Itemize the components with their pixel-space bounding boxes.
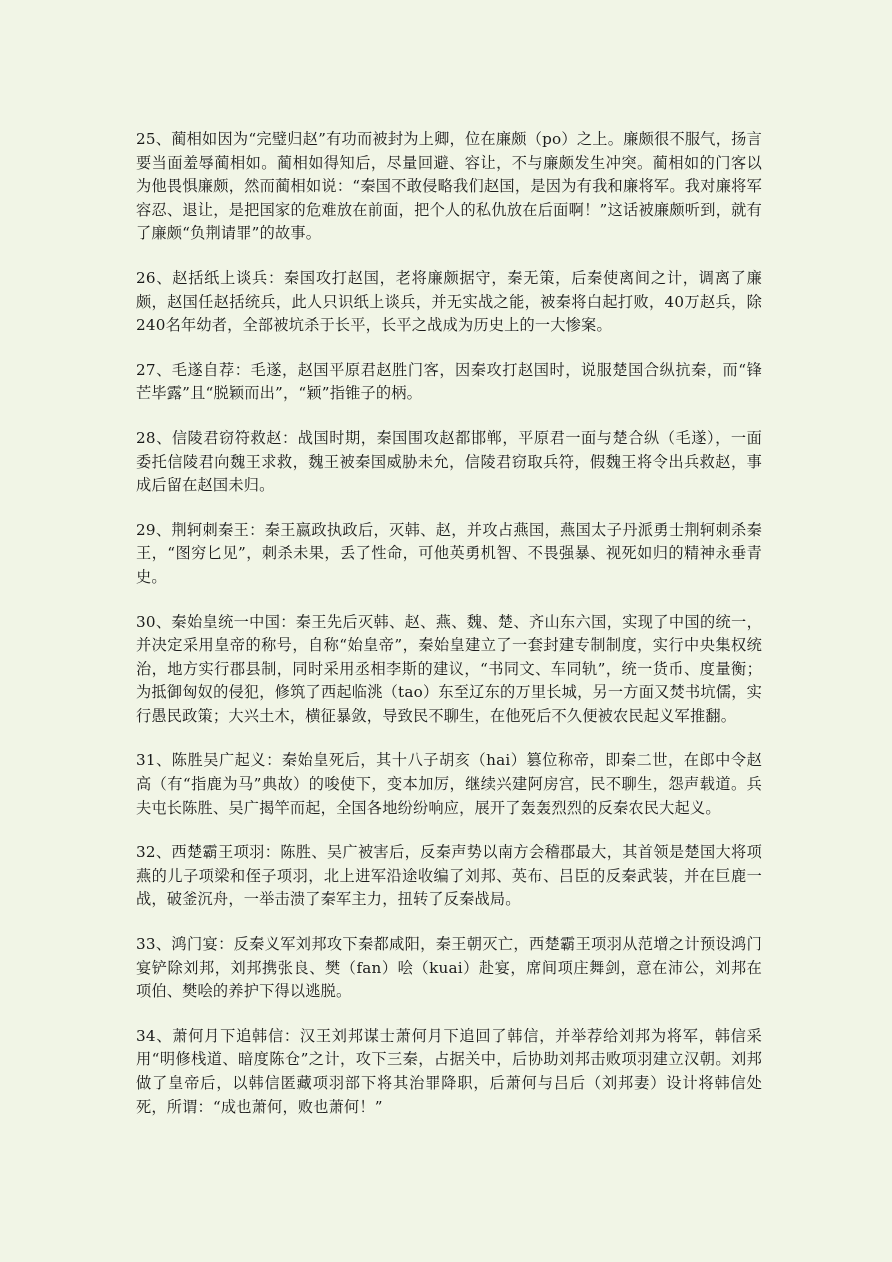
- entry-27-text: 27、毛遂自荐：毛遂，赵国平原君赵胜门客，因秦攻打赵国时，说服楚国合纵抗秦，而“锋芒毕露”且“脱颖而出”，“颖”指锥子的柄。: [136, 360, 762, 403]
- entry-29-text: 29、荆轲刺秦王：秦王嬴政执政后，灭韩、赵，并攻占燕国，燕国太子丹派勇士荆轲刺杀秦王，“图穷匕见”，刺杀未果，丢了性命，可他英勇机智、不畏强暴、视死如归的精神永垂青史。: [136, 520, 762, 586]
- entry-33-text: 33、鸿门宴：反秦义军刘邦攻下秦都咸阳，秦王朝灭亡，西楚霸王项羽从范增之计预设鸿门宴铲除刘邦，刘邦携张良、樊（fan）哙（kuai）赴宴，席间项庄舞剑，意在沛公，刘邦在项伯、樊哙的养护下得以逃脱。: [136, 935, 762, 1001]
- entry-32: [136, 841, 762, 912]
- entry-34: [136, 1025, 762, 1119]
- entry-26: [136, 267, 762, 338]
- entry-25: [136, 128, 762, 246]
- entry-31-text: 31、陈胜吴广起义：秦始皇死后，其十八子胡亥（hai）篡位称帝，即秦二世，在郎中令赵高（有“指鹿为马”典故）的唆使下，变本加厉，继续兴建阿房宫，民不聊生，怨声载道。兵夫屯长陈胜、吴广揭竿而起，全国各地纷纷响应，展开了轰轰烈烈的反秦农民大起义。: [136, 751, 762, 817]
- entry-30: [136, 611, 762, 729]
- entry-28: [136, 427, 762, 498]
- entry-27: [136, 359, 762, 406]
- entry-29: [136, 519, 762, 590]
- entry-28-text: 28、信陵君窃符救赵：战国时期，秦国围攻赵都邯郸，平原君一面与楚合纵（毛遂），一面委托信陵君向魏王求救，魏王被秦国威胁未允，信陵君窃取兵符，假魏王将令出兵救赵，事成后留在赵国未归。: [136, 428, 762, 495]
- entry-25-text: 25、蔺相如因为“完璧归赵”有功而被封为上卿，位在廉颇（po）之上。廉颇很不服气，扬言要当面羞辱蔺相如。蔺相如得知后，尽量回避、容让，不与廉颇发生冲突。蔺相如的门客以为他畏惧廉颇，然而蔺相如说：“秦国不敢侵略我们赵国，是因为有我和廉将军。我对廉将军容忍、退让，是把国家的危难放在前面，把个人的私仇放在后面啊！”这话被廉颇听到，就有了廉颇“负荆请罪”的故事。: [136, 130, 762, 243]
- entry-32-text: 32、西楚霸王项羽：陈胜、吴广被害后，反秦声势以南方会稽郡最大，其首领是楚国大将项燕的儿子项梁和侄子项羽，北上进军沿途收编了刘邦、英布、吕臣的反秦武装，并在巨鹿一战，破釜沉舟，一举击溃了秦军主力，扭转了反秦战局。: [136, 843, 762, 909]
- entry-31: [136, 749, 762, 820]
- entry-34-text: 34、萧何月下追韩信：汉王刘邦谋士萧何月下追回了韩信，并举荐给刘邦为将军，韩信采用“明修栈道、暗度陈仓”之计，攻下三秦，占据关中，后协助刘邦击败项羽建立汉朝。刘邦做了皇帝后，以韩信匿藏项羽部下将其治罪降职，后萧何与吕后（刘邦妻）设计将韩信处死，所谓：“成也萧何，败也萧何！”: [136, 1026, 762, 1116]
- entry-30-text: 30、秦始皇统一中国：秦王先后灭韩、赵、燕、魏、楚、齐山东六国，实现了中国的统一，并决定采用皇帝的称号，自称“始皇帝”，秦始皇建立了一套封建专制制度，实行中央集权统治，地方实行郡县制，同时采用丞相李斯的建议，“书同文、车同轨”，统一货币、度量衡；为抵御匈奴的侵犯，修筑了西起临洮（tao）东至辽东的万里长城，另一方面又焚书坑儒，实行愚民政策；大兴土木，横征暴敛，导致民不聊生，在他死后不久便被农民起义军推翻。: [136, 612, 762, 725]
- entry-26-text: 26、赵括纸上谈兵：秦国攻打赵国，老将廉颇据守，秦无策，后秦使离间之计，调离了廉颇，赵国任赵括统兵，此人只识纸上谈兵，并无实战之能，被秦将白起打败，40万赵兵，除240名年幼者，全部被坑杀于长平，长平之战成为历史上的一大惨案。: [136, 268, 762, 335]
- entry-33: [136, 933, 762, 1004]
